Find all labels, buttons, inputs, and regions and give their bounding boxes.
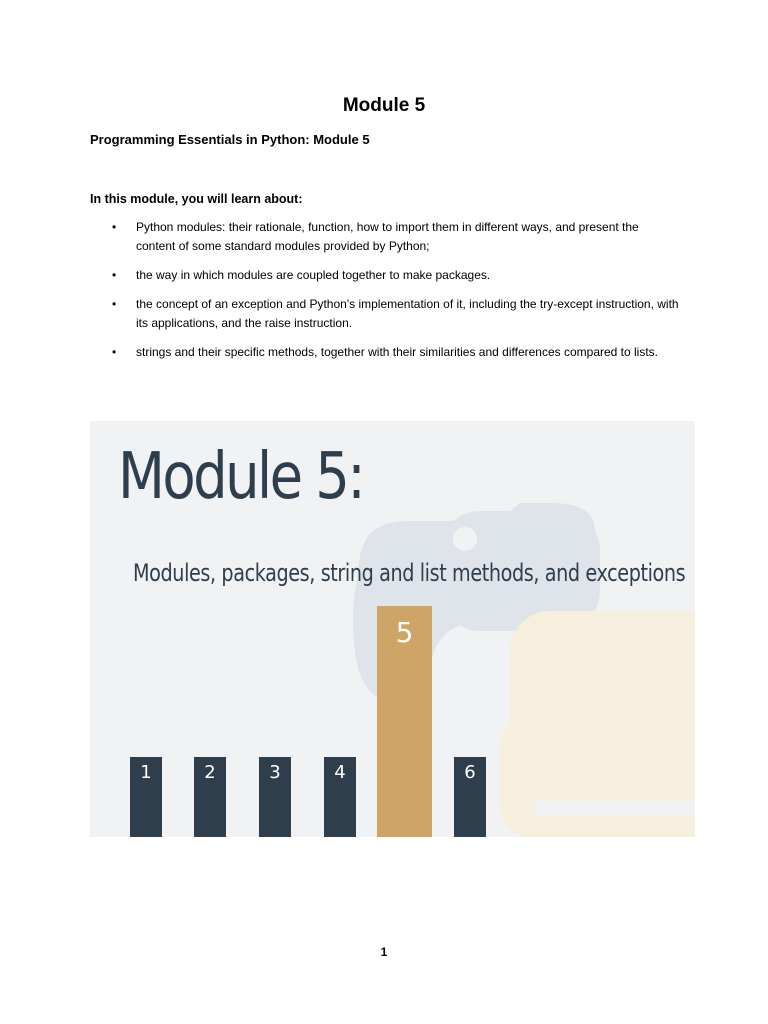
banner-heading: Module 5: bbox=[118, 440, 364, 514]
bullet-icon: • bbox=[112, 297, 117, 311]
list-item bbox=[90, 266, 680, 285]
bullet-icon: • bbox=[112, 220, 117, 234]
page-title: Module 5 bbox=[342, 95, 426, 116]
intro-text: In this module, you will learn about: bbox=[90, 192, 303, 206]
bullet-icon: • bbox=[112, 268, 117, 282]
topic-list bbox=[90, 218, 680, 372]
topic-text: strings and their specific methods, together with their similarities and differences compared to lists. bbox=[136, 345, 659, 359]
page-number: 1 bbox=[380, 945, 388, 959]
document-subtitle: Programming Essentials in Python: Module 5 bbox=[90, 132, 370, 147]
topic-text: the concept of an exception and Python's implementation of it, including the try-except instruction, with its applications, and the raise instruction. bbox=[136, 297, 679, 330]
topic-text: Python modules: their rationale, function, how to import them in different ways, and present the content of some standard modules provided by Python; bbox=[136, 220, 639, 253]
module-6-column: 6 bbox=[454, 757, 486, 837]
banner-tagline: Modules, packages, string and list methods, and exceptions bbox=[133, 559, 686, 587]
module-4-column: 4 bbox=[324, 757, 356, 837]
list-item bbox=[90, 295, 680, 333]
module-1-column: 1 bbox=[130, 757, 162, 837]
module-5-column-active: 5 bbox=[377, 606, 432, 837]
bullet-icon: • bbox=[112, 345, 117, 359]
topic-text: the way in which modules are coupled together to make packages. bbox=[136, 268, 491, 282]
list-item bbox=[90, 218, 680, 256]
list-item bbox=[90, 343, 680, 362]
module-2-column: 2 bbox=[194, 757, 226, 837]
module-banner-image bbox=[90, 421, 695, 837]
module-3-column: 3 bbox=[259, 757, 291, 837]
